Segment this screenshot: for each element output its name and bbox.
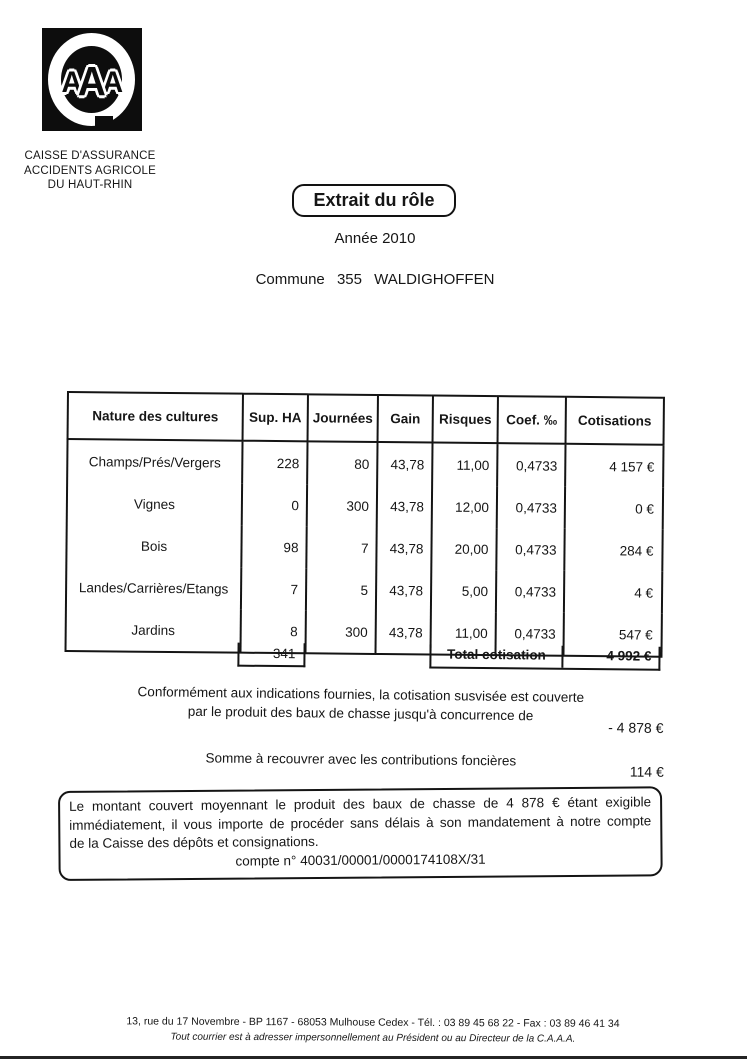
cell-gain: 43,78 bbox=[376, 569, 431, 612]
footer-address: 13, rue du 17 Novembre - BP 1167 - 68053 Mulhouse Cedex - Tél. : 03 89 45 68 22 - Fax : 03 89 46 41 34 bbox=[126, 1015, 620, 1030]
org-line: ACCIDENTS AGRICOLE bbox=[23, 164, 157, 177]
sup-ha-total-cell: 341 bbox=[237, 643, 305, 668]
cell-sup-ha: 228 bbox=[242, 441, 307, 485]
footer bbox=[58, 1014, 688, 1047]
year-line: Année 2010 bbox=[334, 230, 416, 247]
document-title: Extrait du rôle bbox=[313, 190, 435, 210]
cell-risques: 11,00 bbox=[430, 612, 495, 656]
cell-coef: 0,4733 bbox=[497, 443, 565, 487]
caaa-logo-icon bbox=[42, 28, 142, 131]
cell-gain: 43,78 bbox=[377, 485, 432, 528]
notice-line: de la Caisse des dépôts et consignations. bbox=[69, 833, 319, 851]
cell-cotisations: 284 € bbox=[564, 529, 662, 572]
cell-coef: 0,4733 bbox=[496, 528, 564, 571]
column-header-coef: Coef. ‰ bbox=[498, 396, 566, 444]
cell-sup-ha: 8 bbox=[240, 610, 305, 654]
recover-amount: 114 € bbox=[629, 763, 664, 780]
coverage-amount: - 4 878 € bbox=[608, 719, 664, 736]
logo-letter: A bbox=[77, 58, 107, 104]
total-cotisation-label: Total cotisation bbox=[431, 645, 563, 668]
organization-name bbox=[12, 149, 168, 193]
coverage-line: Conformément aux indications fournies, la cotisation susvisée est couverte bbox=[137, 684, 585, 705]
cell-cotisations: 547 € bbox=[563, 613, 661, 657]
cell-sup-ha: 0 bbox=[242, 484, 307, 527]
account-number-line: compte n° 40031/00001/0000174108X/31 bbox=[235, 851, 486, 869]
bottom-rule bbox=[0, 1056, 747, 1059]
cell-gain: 43,78 bbox=[377, 442, 432, 486]
cell-gain: 43,78 bbox=[376, 527, 431, 570]
cell-journees: 300 bbox=[307, 484, 377, 527]
cell-coef: 0,4733 bbox=[497, 486, 565, 529]
cell-sup-ha: 7 bbox=[241, 568, 306, 611]
cell-gain: 43,78 bbox=[375, 611, 430, 655]
cell-nature: Bois bbox=[66, 524, 241, 568]
cell-journees: 5 bbox=[306, 568, 376, 611]
cell-nature: Vignes bbox=[67, 482, 242, 526]
coverage-paragraph bbox=[80, 681, 642, 726]
cell-risques: 20,00 bbox=[431, 528, 496, 571]
column-header-nature: Nature des cultures bbox=[68, 392, 243, 441]
total-cotisation-value: 4 992 € bbox=[606, 648, 652, 664]
cell-coef: 0,4733 bbox=[495, 612, 563, 656]
coverage-line: par le produit des baux de chasse jusqu'à concurrence de bbox=[187, 703, 534, 724]
cell-coef: 0,4733 bbox=[496, 570, 564, 613]
table-row bbox=[66, 524, 662, 572]
logo-c-ring-gap bbox=[95, 116, 113, 131]
document-title-box bbox=[292, 184, 456, 217]
contributions-table-section bbox=[64, 391, 662, 664]
payment-notice-box bbox=[58, 786, 663, 881]
recover-section bbox=[55, 747, 667, 780]
column-header-journees: Journées bbox=[308, 394, 378, 442]
cell-journees: 300 bbox=[305, 610, 375, 654]
column-header-risques: Risques bbox=[433, 396, 498, 444]
table-row bbox=[67, 482, 663, 530]
notice-line: Le montant couvert moyennant le produit des baux de chasse de 4 878 € étant exigible bbox=[69, 794, 652, 814]
cell-risques: 11,00 bbox=[432, 443, 497, 487]
cell-cotisations: 4 € bbox=[564, 571, 662, 614]
cell-risques: 12,00 bbox=[432, 486, 497, 529]
table-row bbox=[67, 439, 663, 488]
cell-sup-ha: 98 bbox=[241, 526, 306, 569]
total-cotisation-box bbox=[429, 644, 660, 670]
footer-notice: Tout courrier est à adresser impersonnellement au Président ou au Directeur de la C.A.A.A. bbox=[170, 1031, 576, 1045]
column-header-sup-ha: Sup. HA bbox=[243, 394, 308, 442]
table-row bbox=[66, 566, 662, 614]
payment-notice-section bbox=[58, 786, 663, 881]
logo-aaa-monogram bbox=[42, 58, 142, 104]
commune-line: Commune 355 WALDIGHOFFEN bbox=[255, 271, 495, 288]
cell-journees: 80 bbox=[307, 441, 377, 485]
cell-cotisations: 0 € bbox=[565, 487, 663, 530]
cell-cotisations: 4 157 € bbox=[565, 444, 663, 488]
org-line: DU HAUT-RHIN bbox=[47, 179, 133, 191]
coverage-section bbox=[55, 681, 667, 736]
cell-journees: 7 bbox=[306, 526, 376, 569]
cell-nature: Jardins bbox=[66, 608, 241, 653]
column-header-gain: Gain bbox=[378, 395, 433, 443]
recover-line: Somme à recouvrer avec les contributions foncières bbox=[205, 750, 517, 769]
cell-nature: Landes/Carrières/Etangs bbox=[66, 566, 241, 610]
logo-letter: A bbox=[61, 65, 82, 99]
table-header-row bbox=[68, 392, 664, 445]
notice-line: immédiatement, il vous importe de procéder sans délais à son mandatement à notre compte bbox=[69, 812, 652, 833]
org-line: CAISSE D'ASSURANCE bbox=[24, 150, 156, 162]
column-header-cotisations: Cotisations bbox=[566, 397, 664, 445]
cell-nature: Champs/Prés/Vergers bbox=[67, 439, 242, 484]
logo-letter: A bbox=[102, 65, 123, 99]
contributions-table bbox=[64, 391, 664, 658]
cell-risques: 5,00 bbox=[431, 570, 496, 613]
